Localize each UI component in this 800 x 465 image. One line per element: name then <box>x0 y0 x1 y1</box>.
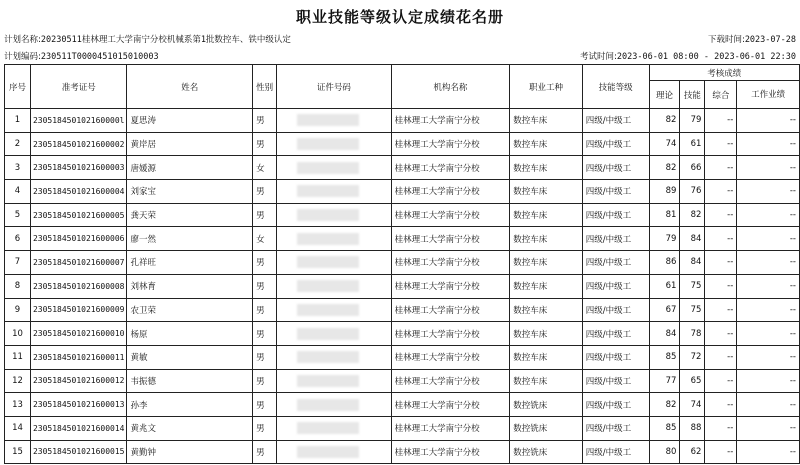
cell-job: 数控车床 <box>510 156 583 180</box>
cell-skill: 61 <box>680 132 705 156</box>
cell-theory: 82 <box>649 109 680 133</box>
cell-ticket: 2305184501021600007 <box>30 251 127 275</box>
cell-id-no-redacted <box>277 156 392 180</box>
cell-skill: 72 <box>680 345 705 369</box>
cell-gender: 男 <box>253 440 277 464</box>
cell-seq: 4 <box>5 180 31 204</box>
cell-skill: 76 <box>680 180 705 204</box>
header-work: 工作业绩 <box>737 81 800 109</box>
cell-overall: -- <box>705 440 737 464</box>
header-skill: 技能 <box>680 81 705 109</box>
cell-job: 数控车床 <box>510 227 583 251</box>
cell-work: -- <box>737 180 800 204</box>
cell-work: -- <box>737 440 800 464</box>
cell-skill: 84 <box>680 227 705 251</box>
cell-name: 黄岸居 <box>127 132 253 156</box>
cell-level: 四级/中级工 <box>582 393 649 417</box>
redaction-blur <box>297 185 359 197</box>
table-row <box>5 227 800 251</box>
cell-job: 数控车床 <box>510 322 583 346</box>
cell-work: -- <box>737 227 800 251</box>
cell-seq: 2 <box>5 132 31 156</box>
cell-job: 数控车床 <box>510 369 583 393</box>
redaction-blur <box>297 304 359 316</box>
cell-seq: 14 <box>5 416 31 440</box>
redaction-blur <box>297 280 359 292</box>
cell-id-no-redacted <box>277 180 392 204</box>
cell-org: 桂林理工大学南宁分校 <box>391 227 510 251</box>
cell-job: 数控车床 <box>510 109 583 133</box>
cell-skill: 65 <box>680 369 705 393</box>
cell-overall: -- <box>705 416 737 440</box>
header-scores: 考核成绩 <box>649 65 799 81</box>
cell-skill: 84 <box>680 251 705 275</box>
cell-overall: -- <box>705 156 737 180</box>
cell-job: 数控铣床 <box>510 416 583 440</box>
plan-name-line <box>4 33 796 45</box>
cell-overall: -- <box>705 251 737 275</box>
header-ticket: 准考证号 <box>30 65 127 109</box>
cell-job: 数控车床 <box>510 345 583 369</box>
cell-skill: 78 <box>680 322 705 346</box>
cell-theory: 85 <box>649 345 680 369</box>
cell-gender: 女 <box>253 156 277 180</box>
cell-overall: -- <box>705 132 737 156</box>
cell-skill: 62 <box>680 440 705 464</box>
plan-code-label: 计划编码: <box>4 52 41 62</box>
cell-seq: 7 <box>5 251 31 275</box>
cell-level: 四级/中级工 <box>582 345 649 369</box>
cell-theory: 81 <box>649 203 680 227</box>
cell-ticket: 2305184501021600009 <box>30 298 127 322</box>
cell-name: 孔祥旺 <box>127 251 253 275</box>
cell-ticket: 2305184501021600010 <box>30 322 127 346</box>
cell-level: 四级/中级工 <box>582 322 649 346</box>
cell-work: -- <box>737 369 800 393</box>
cell-gender: 男 <box>253 180 277 204</box>
cell-seq: 15 <box>5 440 31 464</box>
cell-job: 数控车床 <box>510 274 583 298</box>
table-row <box>5 109 800 133</box>
cell-work: -- <box>737 156 800 180</box>
cell-ticket: 2305184501021600011 <box>30 345 127 369</box>
plan-name-label: 计划名称: <box>4 35 41 45</box>
header-gender: 性别 <box>253 65 277 109</box>
cell-job: 数控车床 <box>510 203 583 227</box>
cell-theory: 80 <box>649 440 680 464</box>
redaction-blur <box>297 138 359 150</box>
cell-theory: 79 <box>649 227 680 251</box>
plan-code-line <box>4 50 796 62</box>
cell-ticket: 2305184501021600003 <box>30 156 127 180</box>
cell-id-no-redacted <box>277 274 392 298</box>
cell-org: 桂林理工大学南宁分校 <box>391 369 510 393</box>
cell-seq: 10 <box>5 322 31 346</box>
cell-job: 数控车床 <box>510 132 583 156</box>
cell-overall: -- <box>705 298 737 322</box>
table-row <box>5 369 800 393</box>
cell-name: 黄兆文 <box>127 416 253 440</box>
cell-skill: 66 <box>680 156 705 180</box>
cell-id-no-redacted <box>277 322 392 346</box>
cell-ticket: 2305184501021600002 <box>30 132 127 156</box>
cell-overall: -- <box>705 393 737 417</box>
cell-org: 桂林理工大学南宁分校 <box>391 156 510 180</box>
cell-level: 四级/中级工 <box>582 109 649 133</box>
cell-overall: -- <box>705 109 737 133</box>
cell-level: 四级/中级工 <box>582 369 649 393</box>
cell-overall: -- <box>705 369 737 393</box>
cell-theory: 85 <box>649 416 680 440</box>
cell-level: 四级/中级工 <box>582 416 649 440</box>
header-org: 机构名称 <box>391 65 510 109</box>
cell-org: 桂林理工大学南宁分校 <box>391 180 510 204</box>
header-name: 姓名 <box>127 65 253 109</box>
cell-ticket: 2305184501021600004 <box>30 180 127 204</box>
cell-org: 桂林理工大学南宁分校 <box>391 203 510 227</box>
header-level: 技能等级 <box>582 65 649 109</box>
cell-gender: 男 <box>253 132 277 156</box>
cell-seq: 3 <box>5 156 31 180</box>
cell-name: 孙李 <box>127 393 253 417</box>
cell-level: 四级/中级工 <box>582 274 649 298</box>
cell-name: 刘林育 <box>127 274 253 298</box>
cell-seq: 1 <box>5 109 31 133</box>
cell-theory: 82 <box>649 156 680 180</box>
cell-level: 四级/中级工 <box>582 440 649 464</box>
cell-skill: 82 <box>680 203 705 227</box>
cell-overall: -- <box>705 227 737 251</box>
cell-job: 数控车床 <box>510 180 583 204</box>
score-table <box>4 64 800 464</box>
plan-code: 230511T0000451015010003 <box>40 52 159 62</box>
cell-work: -- <box>737 109 800 133</box>
cell-org: 桂林理工大学南宁分校 <box>391 345 510 369</box>
cell-seq: 12 <box>5 369 31 393</box>
cell-level: 四级/中级工 <box>582 156 649 180</box>
cell-level: 四级/中级工 <box>582 298 649 322</box>
cell-job: 数控铣床 <box>510 393 583 417</box>
plan-name: 20230511桂林理工大学南宁分校机械系第1批数控车、铁中级认定 <box>40 35 291 45</box>
cell-skill: 75 <box>680 274 705 298</box>
cell-theory: 77 <box>649 369 680 393</box>
cell-id-no-redacted <box>277 227 392 251</box>
cell-gender: 女 <box>253 227 277 251</box>
exam-time-label: 考试时间: <box>580 52 617 62</box>
cell-job: 数控铣床 <box>510 440 583 464</box>
cell-theory: 84 <box>649 322 680 346</box>
table-row <box>5 132 800 156</box>
header-job: 职业工种 <box>510 65 583 109</box>
header-id-no: 证件号码 <box>277 65 392 109</box>
cell-work: -- <box>737 203 800 227</box>
exam-time: 2023-06-01 08:00 - 2023-06-01 22:30 <box>616 52 796 62</box>
cell-theory: 82 <box>649 393 680 417</box>
redaction-blur <box>297 351 359 363</box>
redaction-blur <box>297 399 359 411</box>
cell-id-no-redacted <box>277 251 392 275</box>
cell-seq: 5 <box>5 203 31 227</box>
table-row <box>5 416 800 440</box>
cell-level: 四级/中级工 <box>582 132 649 156</box>
cell-seq: 9 <box>5 298 31 322</box>
cell-org: 桂林理工大学南宁分校 <box>391 251 510 275</box>
cell-ticket: 2305184501021600015 <box>30 440 127 464</box>
header-seq: 序号 <box>5 65 31 109</box>
cell-seq: 11 <box>5 345 31 369</box>
redaction-blur <box>297 256 359 268</box>
cell-theory: 86 <box>649 251 680 275</box>
download-time: 2023-07-28 <box>744 35 796 45</box>
cell-name: 夏思涛 <box>127 109 253 133</box>
header-theory: 理论 <box>649 81 680 109</box>
table-row <box>5 298 800 322</box>
cell-seq: 6 <box>5 227 31 251</box>
cell-gender: 男 <box>253 203 277 227</box>
cell-level: 四级/中级工 <box>582 180 649 204</box>
cell-org: 桂林理工大学南宁分校 <box>391 109 510 133</box>
cell-name: 黄敏 <box>127 345 253 369</box>
cell-skill: 74 <box>680 393 705 417</box>
cell-skill: 75 <box>680 298 705 322</box>
cell-work: -- <box>737 298 800 322</box>
cell-name: 龚天荣 <box>127 203 253 227</box>
cell-gender: 男 <box>253 393 277 417</box>
cell-work: -- <box>737 274 800 298</box>
cell-org: 桂林理工大学南宁分校 <box>391 132 510 156</box>
cell-name: 杨原 <box>127 322 253 346</box>
roster-title: 职业技能等级认定成绩花名册 <box>295 8 504 26</box>
cell-ticket: 230518450102160000l <box>30 109 127 133</box>
cell-work: -- <box>737 345 800 369</box>
cell-seq: 8 <box>5 274 31 298</box>
redaction-blur <box>297 209 359 221</box>
cell-id-no-redacted <box>277 393 392 417</box>
cell-theory: 61 <box>649 274 680 298</box>
exam-time-group <box>580 50 796 62</box>
cell-id-no-redacted <box>277 440 392 464</box>
cell-theory: 89 <box>649 180 680 204</box>
cell-name: 刘家宝 <box>127 180 253 204</box>
cell-org: 桂林理工大学南宁分校 <box>391 298 510 322</box>
download-time-group <box>708 33 796 45</box>
cell-name: 韦振德 <box>127 369 253 393</box>
cell-org: 桂林理工大学南宁分校 <box>391 393 510 417</box>
cell-name: 黄勤钟 <box>127 440 253 464</box>
cell-ticket: 2305184501021600013 <box>30 393 127 417</box>
redaction-blur <box>297 233 359 245</box>
cell-name: 农卫荣 <box>127 298 253 322</box>
cell-work: -- <box>737 416 800 440</box>
cell-theory: 74 <box>649 132 680 156</box>
cell-ticket: 2305184501021600012 <box>30 369 127 393</box>
table-row <box>5 440 800 464</box>
cell-id-no-redacted <box>277 416 392 440</box>
cell-id-no-redacted <box>277 203 392 227</box>
cell-skill: 88 <box>680 416 705 440</box>
table-row <box>5 180 800 204</box>
cell-gender: 男 <box>253 322 277 346</box>
cell-work: -- <box>737 132 800 156</box>
redaction-blur <box>297 114 359 126</box>
cell-level: 四级/中级工 <box>582 227 649 251</box>
redaction-blur <box>297 422 359 434</box>
cell-overall: -- <box>705 322 737 346</box>
cell-gender: 男 <box>253 416 277 440</box>
header-overall: 综合 <box>705 81 737 109</box>
cell-work: -- <box>737 393 800 417</box>
cell-id-no-redacted <box>277 369 392 393</box>
cell-gender: 男 <box>253 251 277 275</box>
cell-gender: 男 <box>253 345 277 369</box>
cell-job: 数控车床 <box>510 298 583 322</box>
cell-seq: 13 <box>5 393 31 417</box>
cell-ticket: 2305184501021600008 <box>30 274 127 298</box>
table-row <box>5 156 800 180</box>
cell-ticket: 2305184501021600006 <box>30 227 127 251</box>
cell-ticket: 2305184501021600014 <box>30 416 127 440</box>
cell-theory: 67 <box>649 298 680 322</box>
cell-name: 唐媛源 <box>127 156 253 180</box>
table-row <box>5 251 800 275</box>
cell-gender: 男 <box>253 274 277 298</box>
cell-org: 桂林理工大学南宁分校 <box>391 416 510 440</box>
table-row <box>5 322 800 346</box>
cell-overall: -- <box>705 274 737 298</box>
cell-gender: 男 <box>253 109 277 133</box>
cell-skill: 79 <box>680 109 705 133</box>
table-row <box>5 203 800 227</box>
cell-work: -- <box>737 322 800 346</box>
table-row <box>5 274 800 298</box>
redaction-blur <box>297 375 359 387</box>
cell-overall: -- <box>705 345 737 369</box>
cell-org: 桂林理工大学南宁分校 <box>391 322 510 346</box>
cell-overall: -- <box>705 203 737 227</box>
table-row <box>5 393 800 417</box>
cell-overall: -- <box>705 180 737 204</box>
download-time-label: 下载时间: <box>707 35 745 45</box>
redaction-blur <box>297 446 359 458</box>
cell-org: 桂林理工大学南宁分校 <box>391 274 510 298</box>
cell-level: 四级/中级工 <box>582 251 649 275</box>
cell-id-no-redacted <box>277 132 392 156</box>
redaction-blur <box>297 328 359 340</box>
cell-level: 四级/中级工 <box>582 203 649 227</box>
cell-id-no-redacted <box>277 345 392 369</box>
cell-id-no-redacted <box>277 298 392 322</box>
cell-ticket: 2305184501021600005 <box>30 203 127 227</box>
cell-name: 廖一然 <box>127 227 253 251</box>
cell-gender: 男 <box>253 369 277 393</box>
cell-job: 数控车床 <box>510 251 583 275</box>
cell-gender: 男 <box>253 298 277 322</box>
redaction-blur <box>297 162 359 174</box>
cell-id-no-redacted <box>277 109 392 133</box>
cell-work: -- <box>737 251 800 275</box>
cell-org: 桂林理工大学南宁分校 <box>391 440 510 464</box>
table-row <box>5 345 800 369</box>
